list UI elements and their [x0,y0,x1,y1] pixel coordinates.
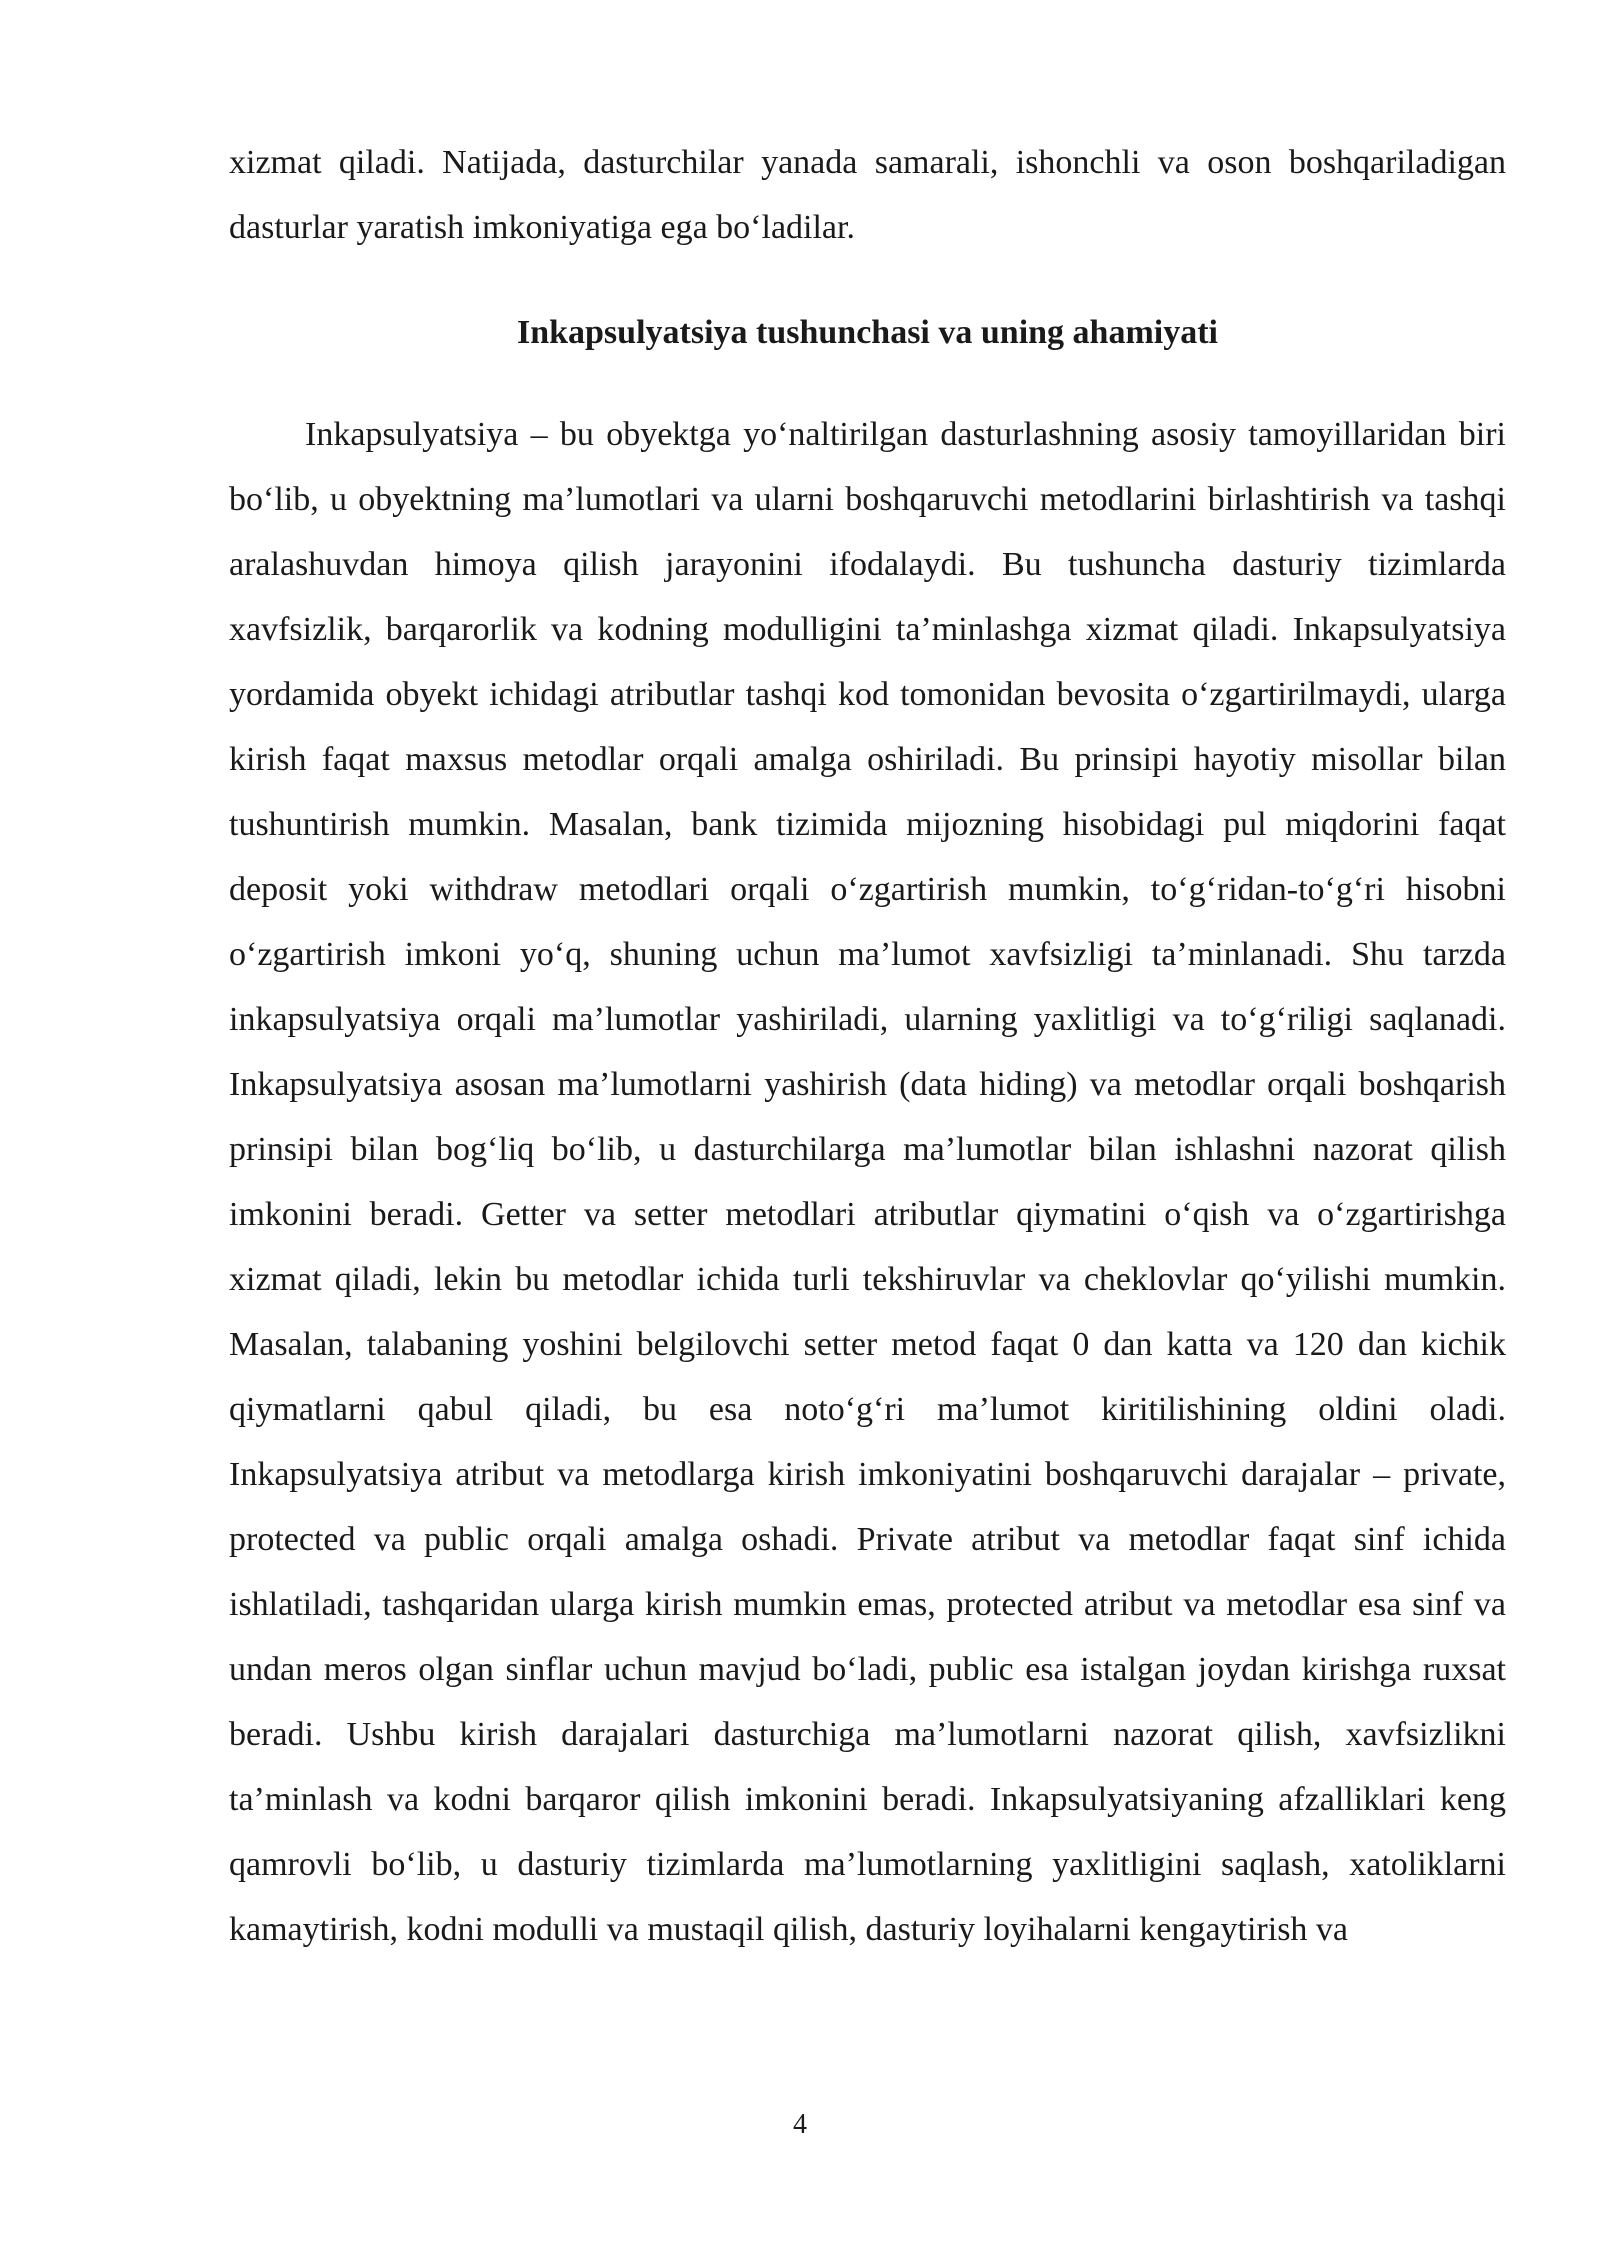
section-heading: Inkapsulyatsiya tushunchasi va uning ahamiyati [516,314,1219,351]
intro-paragraph-block [229,130,1506,260]
page-number: 4 [793,2109,807,2140]
body-paragraph: Inkapsulyatsiya – bu obyektga yo‘naltirilgan dasturlashning asosiy tamoyillaridan biri bo‘lib, u obyektning ma’lumotlari va ularni boshqaruvchi metodlarini birlashtirish va tashqi aralashuvdan himoya qilish jarayonini ifodalaydi. Bu tushuncha dasturiy tizimlarda xavfsizlik, barqarorlik va kodning modulligini ta’minlashga xizmat qiladi. Inkapsulyatsiya yordamida obyekt ichidagi atributlar tashqi kod tomonidan bevosita o‘zgartirilmaydi, ularga kirish faqat maxsus metodlar orqali amalga oshiriladi. Bu prinsipi hayotiy misollar bilan tushuntirish mumkin. Masalan, bank tizimida mijozning hisobidagi pul miqdorini faqat deposit yoki withdraw metodlari orqali o‘zgartirish mumkin, to‘g‘ridan-to‘g‘ri hisobni o‘zgartirish imkoni yo‘q, shuning uchun ma’lumot xavfsizligi ta’minlanadi. Shu tarzda inkapsulyatsiya orqali ma’lumotlar yashiriladi, ularning yaxlitligi va to‘g‘riligi saqlanadi. Inkapsulyatsiya asosan ma’lumotlarni yashirish (data hiding) va metodlar orqali boshqarish prinsipi bilan bog‘liq bo‘lib, u dasturchilarga ma’lumotlar bilan ishlashni nazorat qilish imkonini beradi. Getter va setter metodlari atributlar qiymatini o‘qish va o‘zgartirishga xizmat qiladi, lekin bu metodlar ichida turli tekshiruvlar va cheklovlar qo‘yilishi mumkin. Masalan, talabaning yoshini belgilovchi setter metod faqat 0 dan katta va 120 dan kichik qiymatlarni qabul qiladi, bu esa noto‘g‘ri ma’lumot kiritilishining oldini oladi. Inkapsulyatsiya atribut va metodlarga kirish imkoniyatini boshqaruvchi darajalar – private, protected va public orqali amalga oshadi. Private atribut va metodlar faqat sinf ichida ishlatiladi, tashqaridan ularga kirish mumkin emas, protected atribut va metodlar esa sinf va undan meros olgan sinflar uchun mavjud bo‘ladi, public esa istalgan joydan kirishga ruxsat beradi. Ushbu kirish darajalari dasturchiga ma’lumotlarni nazorat qilish, xavfsizlikni ta’minlash va kodni barqaror qilish imkonini beradi. Inkapsulyatsiyaning afzalliklari keng qamrovli bo‘lib, u dasturiy tizimlarda ma’lumotlarning yaxlitligini saqlash, xatoliklarni kamaytirish, kodni modulli va mustaqil qilish, dasturiy loyihalarni kengaytirish va [229,416,1506,1948]
intro-paragraph: xizmat qiladi. Natijada, dasturchilar yanada samarali, ishonchli va oson boshqariladigan dasturlar yaratish imkoniyatiga ega bo‘ladilar. [229,144,1506,246]
body-paragraph-block [229,402,1506,1962]
